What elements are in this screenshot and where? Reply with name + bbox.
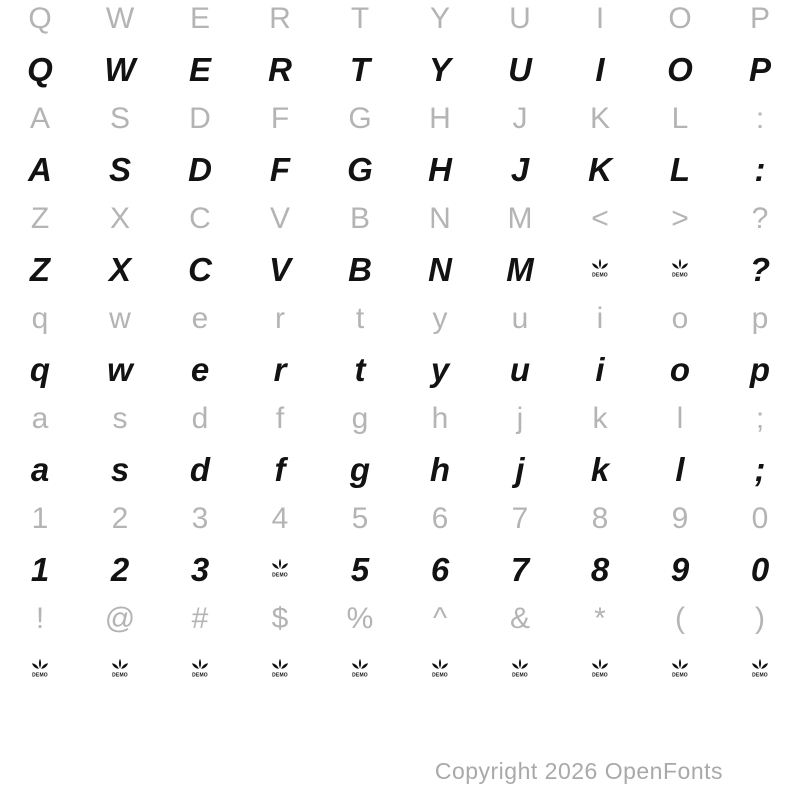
specimen-glyph: 5 bbox=[351, 502, 369, 535]
specimen-glyph: t bbox=[355, 302, 365, 335]
specimen-glyph: J bbox=[512, 102, 528, 135]
specimen-glyph: M bbox=[506, 250, 534, 288]
specimen-glyph: 3 bbox=[190, 550, 210, 588]
demo-placeholder-glyph bbox=[268, 658, 292, 680]
demo-placeholder-label: DEMO bbox=[32, 672, 48, 679]
copyright-notice: Copyright 2026 OpenFonts bbox=[434, 758, 723, 784]
demo-placeholder-glyph bbox=[348, 658, 372, 680]
specimen-glyph: h bbox=[429, 450, 451, 488]
specimen-glyph: C bbox=[189, 202, 211, 235]
specimen-glyph: 6 bbox=[431, 502, 449, 535]
specimen-glyph: 4 bbox=[271, 502, 289, 535]
glyph-row-lowercase-qwerty-bold bbox=[0, 350, 800, 400]
specimen-glyph: M bbox=[507, 202, 533, 235]
specimen-glyph: Q bbox=[27, 50, 53, 88]
glyph-row-symbols-muted bbox=[0, 600, 800, 650]
specimen-glyph: 7 bbox=[511, 502, 529, 535]
glyph-row-digits-bold bbox=[0, 550, 800, 600]
demo-splash-ornament-icon bbox=[428, 658, 452, 680]
specimen-glyph: L bbox=[671, 102, 689, 135]
specimen-glyph: o bbox=[669, 350, 691, 388]
specimen-glyph: X bbox=[109, 202, 130, 235]
specimen-glyph: E bbox=[188, 50, 211, 88]
glyph-row-uppercase-asdf-muted bbox=[0, 100, 800, 150]
specimen-glyph: d bbox=[189, 450, 211, 488]
specimen-glyph: ( bbox=[675, 602, 685, 635]
demo-placeholder-glyph bbox=[428, 658, 452, 680]
specimen-glyph: N bbox=[429, 202, 451, 235]
specimen-glyph: N bbox=[428, 250, 452, 288]
glyph-row-uppercase-zxcv-bold bbox=[0, 250, 800, 300]
specimen-glyph: @ bbox=[104, 602, 136, 635]
demo-placeholder-label: DEMO bbox=[432, 672, 448, 679]
specimen-glyph: T bbox=[350, 2, 370, 35]
demo-placeholder-glyph bbox=[188, 658, 212, 680]
specimen-glyph: u bbox=[511, 302, 529, 335]
specimen-glyph: P bbox=[748, 50, 771, 88]
specimen-glyph: K bbox=[589, 102, 610, 135]
specimen-glyph: U bbox=[508, 50, 532, 88]
specimen-glyph: q bbox=[31, 302, 49, 335]
specimen-glyph: O bbox=[667, 50, 693, 88]
specimen-glyph: h bbox=[431, 402, 449, 435]
specimen-glyph: W bbox=[105, 2, 135, 35]
specimen-glyph: t bbox=[354, 350, 366, 388]
specimen-glyph: r bbox=[273, 350, 287, 388]
specimen-glyph: A bbox=[29, 102, 50, 135]
demo-placeholder-label: DEMO bbox=[672, 272, 688, 279]
specimen-glyph: Q bbox=[28, 2, 52, 35]
specimen-glyph: s bbox=[112, 402, 128, 435]
specimen-glyph: $ bbox=[271, 602, 289, 635]
specimen-glyph: H bbox=[429, 102, 451, 135]
demo-placeholder-label: DEMO bbox=[592, 272, 608, 279]
demo-splash-ornament-icon bbox=[188, 658, 212, 680]
specimen-glyph: j bbox=[516, 402, 524, 435]
glyph-row-uppercase-zxcv-muted bbox=[0, 200, 800, 250]
specimen-glyph: 5 bbox=[350, 550, 370, 588]
specimen-glyph: % bbox=[346, 602, 374, 635]
demo-splash-ornament-icon bbox=[508, 658, 532, 680]
specimen-glyph: ; bbox=[754, 450, 766, 488]
specimen-glyph: F bbox=[269, 150, 291, 188]
specimen-glyph: I bbox=[595, 50, 605, 88]
glyph-row-uppercase-qwerty-bold bbox=[0, 50, 800, 100]
specimen-glyph: ) bbox=[755, 602, 765, 635]
glyph-row-uppercase-qwerty-muted bbox=[0, 0, 800, 50]
specimen-glyph: g bbox=[349, 450, 371, 488]
demo-splash-ornament-icon bbox=[588, 658, 612, 680]
demo-placeholder-glyph bbox=[668, 258, 692, 280]
demo-placeholder-label: DEMO bbox=[512, 672, 528, 679]
specimen-glyph: 9 bbox=[671, 502, 689, 535]
specimen-glyph: O bbox=[668, 2, 692, 35]
specimen-glyph: D bbox=[188, 150, 212, 188]
specimen-glyph: Z bbox=[29, 250, 51, 288]
specimen-glyph: w bbox=[109, 302, 131, 335]
specimen-glyph: L bbox=[669, 150, 691, 188]
specimen-glyph: X bbox=[108, 250, 131, 288]
specimen-glyph: w bbox=[107, 350, 133, 388]
specimen-glyph: J bbox=[510, 150, 530, 188]
demo-placeholder-label: DEMO bbox=[192, 672, 208, 679]
specimen-glyph: 2 bbox=[110, 550, 130, 588]
specimen-glyph: r bbox=[275, 302, 285, 335]
demo-placeholder-label: DEMO bbox=[112, 672, 128, 679]
specimen-glyph: 2 bbox=[111, 502, 129, 535]
specimen-glyph: W bbox=[104, 50, 136, 88]
specimen-glyph: U bbox=[509, 2, 531, 35]
demo-splash-ornament-icon bbox=[348, 658, 372, 680]
specimen-glyph: j bbox=[515, 450, 525, 488]
specimen-glyph: * bbox=[594, 602, 606, 635]
specimen-glyph: a bbox=[30, 450, 50, 488]
specimen-glyph: 0 bbox=[751, 502, 769, 535]
specimen-glyph: i bbox=[595, 350, 605, 388]
specimen-glyph: q bbox=[29, 350, 51, 388]
glyph-row-digits-muted bbox=[0, 500, 800, 550]
glyph-row-uppercase-asdf-bold bbox=[0, 150, 800, 200]
demo-placeholder-glyph bbox=[588, 258, 612, 280]
demo-placeholder-glyph bbox=[588, 658, 612, 680]
specimen-glyph: E bbox=[189, 2, 210, 35]
specimen-glyph: G bbox=[347, 150, 373, 188]
demo-splash-ornament-icon bbox=[268, 558, 292, 580]
glyph-row-lowercase-qwerty-muted bbox=[0, 300, 800, 350]
specimen-glyph: H bbox=[428, 150, 452, 188]
specimen-glyph: 8 bbox=[590, 550, 610, 588]
glyph-row-lowercase-asdf-bold bbox=[0, 450, 800, 500]
specimen-glyph: F bbox=[270, 102, 290, 135]
glyph-row-demo-placeholder-row bbox=[0, 650, 800, 700]
specimen-glyph: S bbox=[108, 150, 131, 188]
specimen-glyph: i bbox=[596, 302, 604, 335]
specimen-glyph: ? bbox=[751, 202, 769, 235]
demo-placeholder-label: DEMO bbox=[752, 672, 768, 679]
specimen-glyph: 1 bbox=[30, 550, 50, 588]
specimen-glyph: I bbox=[595, 2, 605, 35]
specimen-glyph: C bbox=[188, 250, 212, 288]
specimen-glyph: 9 bbox=[670, 550, 690, 588]
specimen-glyph: ? bbox=[749, 250, 771, 288]
demo-placeholder-glyph bbox=[748, 658, 772, 680]
specimen-glyph: D bbox=[189, 102, 211, 135]
specimen-glyph: # bbox=[191, 602, 209, 635]
specimen-glyph: 7 bbox=[510, 550, 530, 588]
specimen-glyph: o bbox=[671, 302, 689, 335]
specimen-glyph: f bbox=[275, 402, 285, 435]
specimen-glyph: : bbox=[755, 102, 765, 135]
specimen-glyph: ^ bbox=[432, 602, 448, 635]
demo-splash-ornament-icon bbox=[668, 658, 692, 680]
specimen-glyph: 0 bbox=[750, 550, 770, 588]
specimen-glyph: V bbox=[269, 202, 290, 235]
specimen-glyph: f bbox=[274, 450, 286, 488]
specimen-glyph: B bbox=[349, 202, 370, 235]
specimen-glyph: k bbox=[592, 402, 608, 435]
specimen-glyph: > bbox=[671, 202, 689, 235]
specimen-glyph: u bbox=[509, 350, 531, 388]
specimen-glyph: Y bbox=[429, 2, 450, 35]
specimen-glyph: p bbox=[751, 302, 769, 335]
specimen-glyph: 6 bbox=[430, 550, 450, 588]
demo-placeholder-glyph bbox=[28, 658, 52, 680]
specimen-glyph: a bbox=[31, 402, 49, 435]
specimen-glyph: y bbox=[430, 350, 450, 388]
specimen-glyph: G bbox=[348, 102, 372, 135]
demo-placeholder-label: DEMO bbox=[352, 672, 368, 679]
specimen-glyph: l bbox=[676, 402, 684, 435]
specimen-glyph: ; bbox=[755, 402, 765, 435]
specimen-glyph: P bbox=[749, 2, 770, 35]
demo-placeholder-label: DEMO bbox=[592, 672, 608, 679]
specimen-glyph: : bbox=[754, 150, 766, 188]
specimen-glyph: k bbox=[590, 450, 610, 488]
glyph-row-lowercase-asdf-muted bbox=[0, 400, 800, 450]
specimen-glyph: l bbox=[675, 450, 685, 488]
specimen-glyph: s bbox=[110, 450, 130, 488]
specimen-glyph: R bbox=[269, 2, 291, 35]
specimen-glyph: 8 bbox=[591, 502, 609, 535]
specimen-glyph: R bbox=[268, 50, 292, 88]
specimen-glyph: Z bbox=[30, 202, 50, 235]
specimen-glyph: T bbox=[349, 50, 371, 88]
specimen-glyph: e bbox=[190, 350, 210, 388]
demo-splash-ornament-icon bbox=[28, 658, 52, 680]
specimen-glyph: g bbox=[351, 402, 369, 435]
specimen-glyph: & bbox=[509, 602, 530, 635]
demo-placeholder-label: DEMO bbox=[272, 672, 288, 679]
demo-placeholder-glyph bbox=[268, 558, 292, 580]
demo-splash-ornament-icon bbox=[108, 658, 132, 680]
demo-splash-ornament-icon bbox=[588, 258, 612, 280]
specimen-glyph: d bbox=[191, 402, 209, 435]
demo-placeholder-label: DEMO bbox=[672, 672, 688, 679]
specimen-glyph: B bbox=[348, 250, 372, 288]
specimen-glyph: Y bbox=[428, 50, 451, 88]
specimen-glyph: 3 bbox=[191, 502, 209, 535]
specimen-glyph: K bbox=[588, 150, 612, 188]
specimen-glyph: < bbox=[591, 202, 609, 235]
demo-placeholder-label: DEMO bbox=[272, 572, 288, 579]
specimen-glyph: ! bbox=[35, 602, 45, 635]
specimen-glyph: A bbox=[28, 150, 52, 188]
specimen-glyph: y bbox=[432, 302, 448, 335]
demo-splash-ornament-icon bbox=[748, 658, 772, 680]
demo-splash-ornament-icon bbox=[668, 258, 692, 280]
specimen-glyph: 1 bbox=[31, 502, 49, 535]
demo-placeholder-glyph bbox=[108, 658, 132, 680]
demo-splash-ornament-icon bbox=[268, 658, 292, 680]
demo-placeholder-glyph bbox=[508, 658, 532, 680]
specimen-glyph: V bbox=[268, 250, 291, 288]
specimen-glyph: p bbox=[749, 350, 771, 388]
specimen-glyph: e bbox=[191, 302, 209, 335]
demo-placeholder-glyph bbox=[668, 658, 692, 680]
specimen-glyph: S bbox=[109, 102, 130, 135]
